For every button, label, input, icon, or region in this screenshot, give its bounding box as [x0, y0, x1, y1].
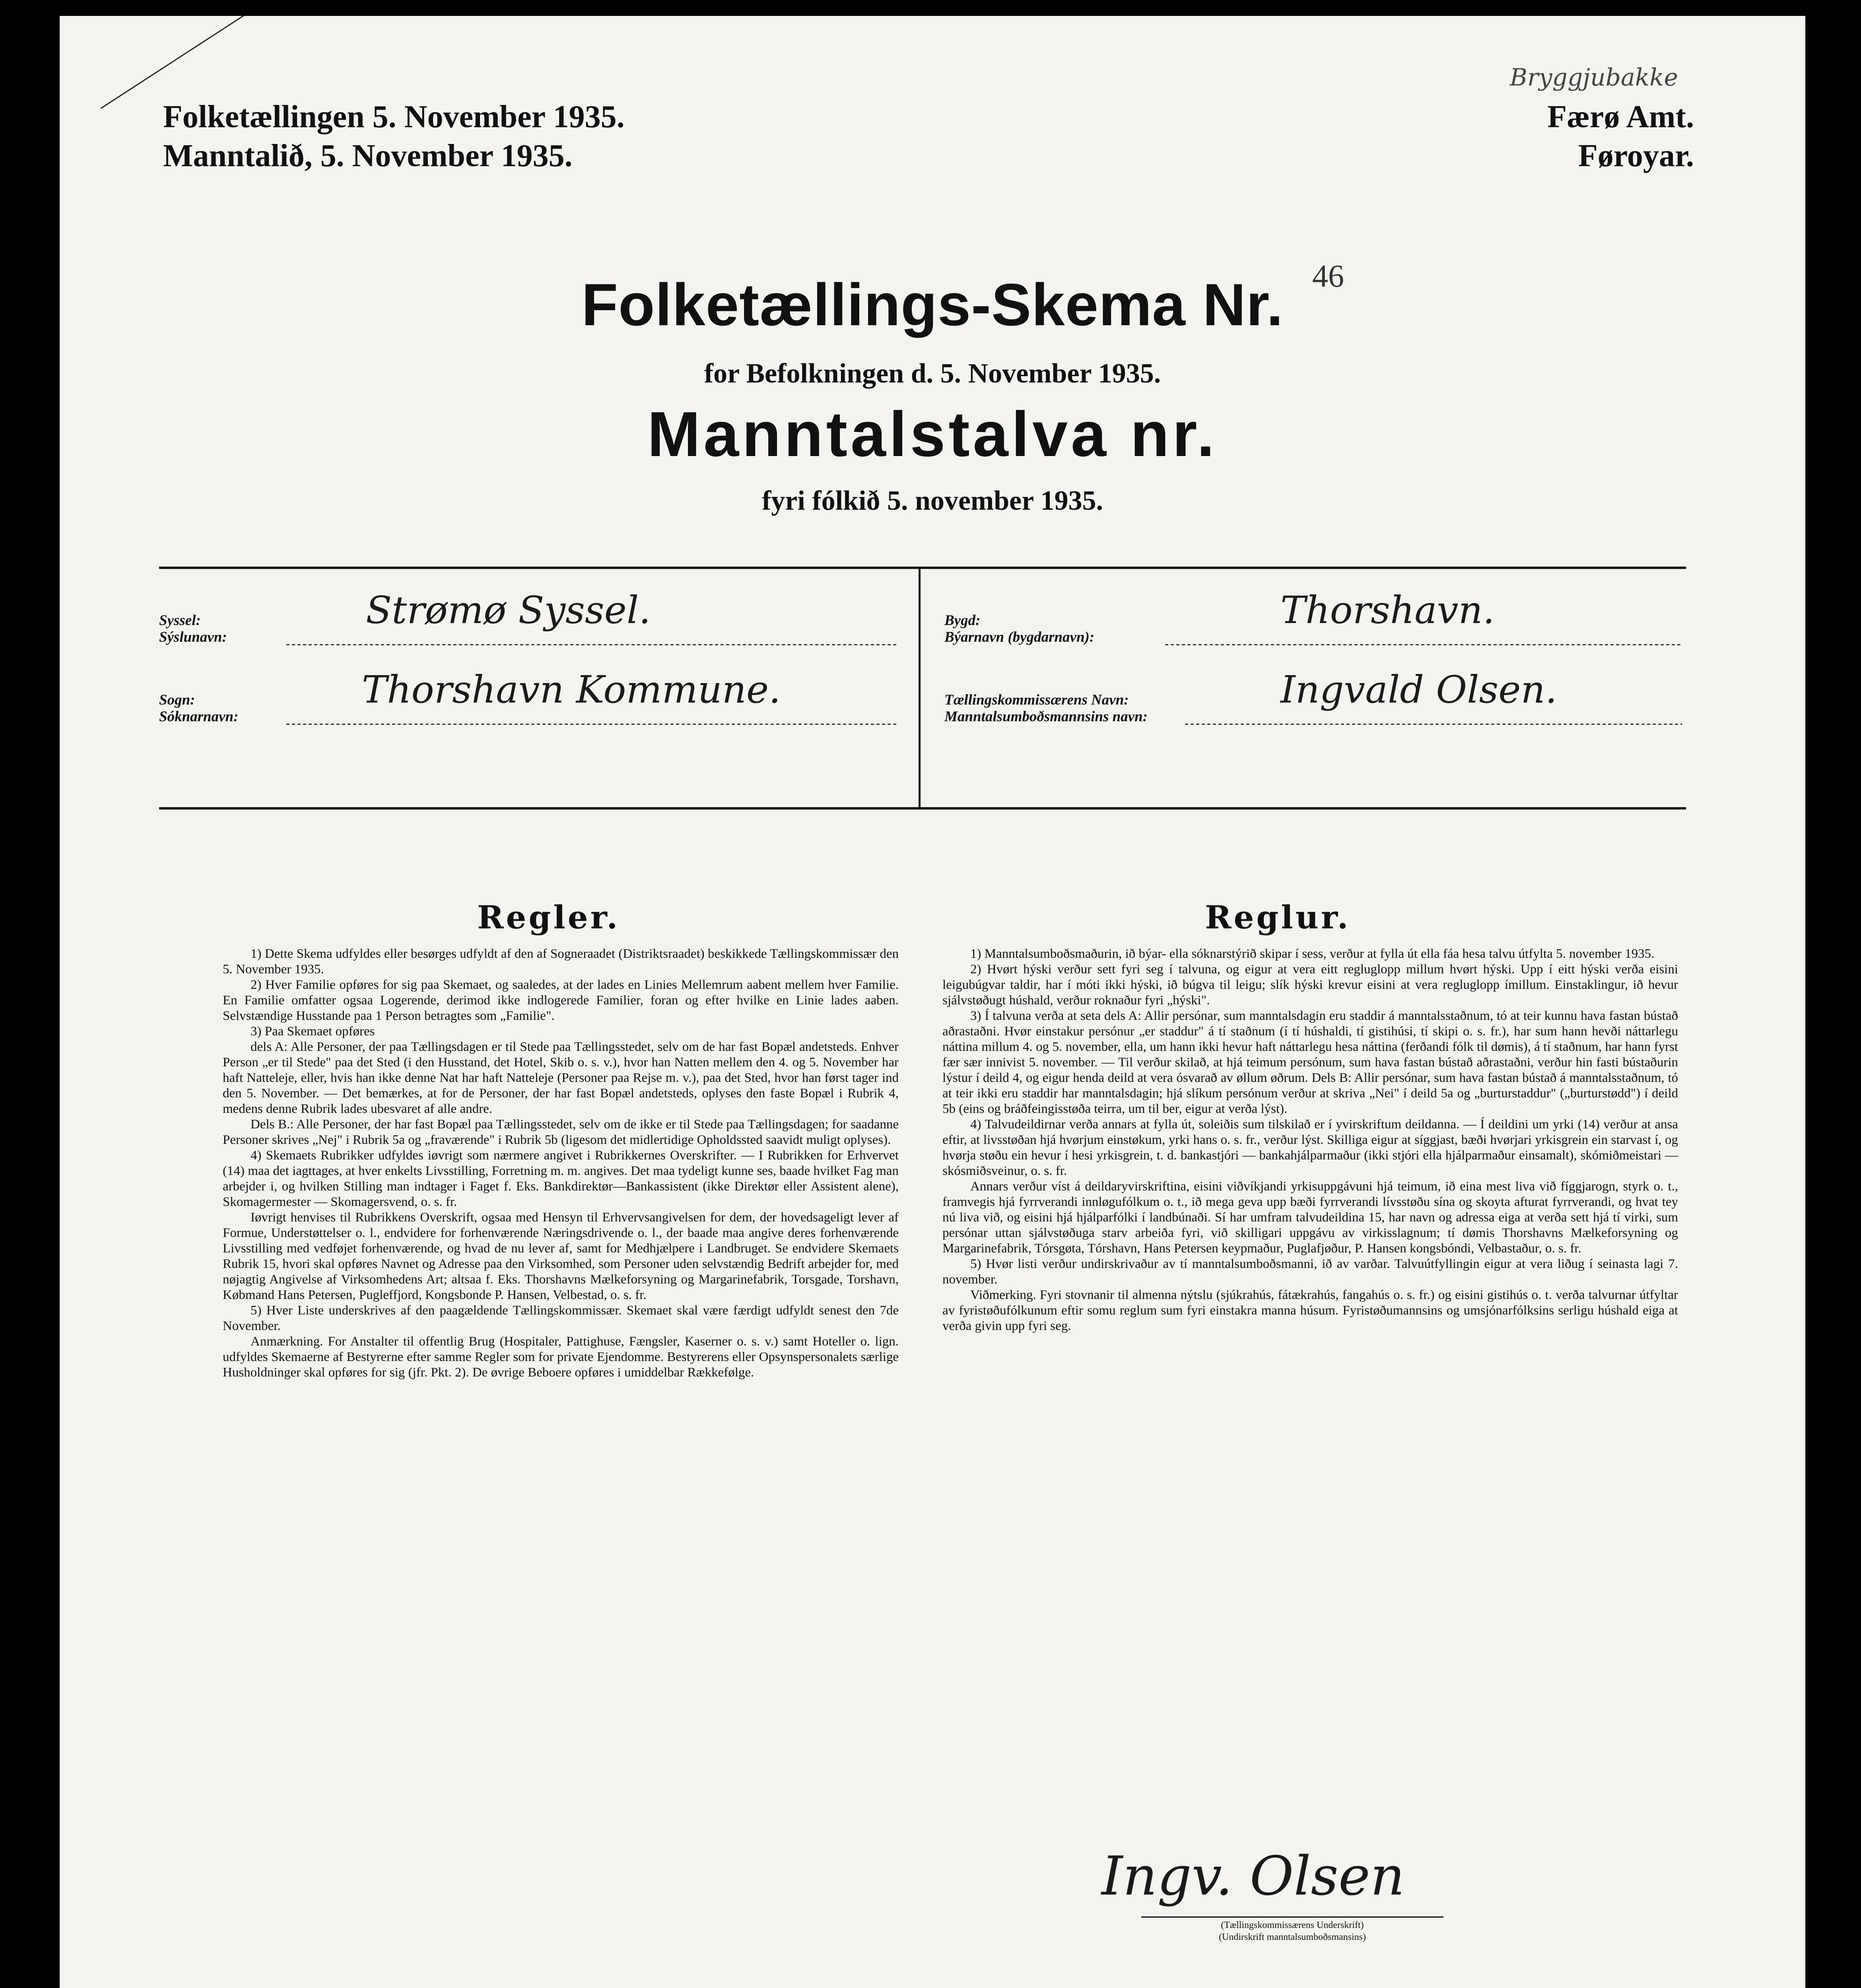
signature: Ingv. Olsen: [1101, 1845, 1405, 1907]
vertical-divider: [919, 569, 921, 807]
regler-paragraph: dels A: Alle Personer, der paa Tællingsdagen er til Stede paa Tællingsstedet, selv om de har fast Bopæl andetsteds. Enhver Person „er til Stede" paa det Sted (i den Husstand, det Hotel, Skib o. s. v.), hvor han Natten mellem den 4. og 5. November har haft Natteleje, eller, hvis han ikke denne Nat har haft Natteleje (Personer paa Rejse m. v.), paa det Sted, hvor han først tager ind den 5. November. — Det bemærkes, at for de Personer, der har fast Bopæl andetsteds, oplyses den faste Bopæl i Rubrik 4, medens denne Rubrik lades ubesvaret af alle andre.: [223, 1040, 899, 1116]
sogn-label-da: Sogn:: [159, 692, 195, 708]
sogn-underline: [286, 724, 899, 725]
header-right-line1: Færø Amt.: [1547, 99, 1694, 134]
reglur-paragraph: Annars verður víst á deildaryvirskriftina, eisini viðvíkjandi yrkisuppgávuni hjá teimum, ið eina mest liva við fíggjarogn, styrk o. t., framvegis hjá fyrrverandi innløgufólkum o. t., ið mega geva upp bæði fyrrverandi lívsstøðu sína og skoyta afturat fyrrverandi, og hvat tey nú liva við, og eisini hjá hjálparfólki í landbúnaði. Sí har umfram talvudeildina 15, har navn og adressa eiga at verða sett hjá tí virki, sum persónar uttan sjálvstøðuga starv arbeiða fyri, við skilligari uppgávu av virkisslagnum; tí dømis Thorshavns Mælkeforsyning og Margarinefabrik, Tórsgøta, Tórshavn, Hans Petersen keypmaður, Puglafjøður, P. Hansen kongsbóndi, Velbastaður, o. s. fr.: [942, 1179, 1678, 1256]
reglur-text: [942, 946, 1678, 1334]
bygd-value: Thorshavn.: [1280, 588, 1495, 632]
reglur-paragraph: Viðmerking. Fyri stovnanir til almenna nýtslu (sjúkrahús, fátækrahús, fangahús o. s. fr.) og eisini gistihús o. t. verða talvurnar útfyltar av fyristøðufólkunum eftir somu reglum sum fyri einstakra manna húsum. Fyristøðumannsins og umsjónarfólksins serligu húshald eiga at verða givin upp fyri seg.: [942, 1288, 1678, 1333]
regler-paragraph: 5) Hver Liste underskrives af den paagældende Tællingskommissær. Skemaet skal være færdigt udfyldt senest den 7de November.: [223, 1303, 899, 1333]
census-form-sheet: [60, 16, 1805, 1988]
bottom-divider: [159, 807, 1686, 810]
regler-heading: Regler.: [477, 899, 620, 936]
kommissaer-label-fo: Manntalsumboðsmannsins navn:: [944, 709, 1148, 725]
reglur-paragraph: 5) Hvør listi verður undirskrivaður av tí manntalsumboðsmanni, ið av varðar. Talvuútfyllingin eigur at vera liðug í seinasta lagi 7. november.: [942, 1257, 1678, 1287]
syssel-underline: [286, 644, 899, 645]
top-divider: [159, 567, 1686, 569]
regler-paragraph: 1) Dette Skema udfyldes eller besørges udfyldt af den af Sogneraadet (Distriktsraadet) beskikkede Tællingskommissær den 5. November 1935.: [223, 947, 899, 977]
syssel-value: Strømø Syssel.: [366, 588, 651, 632]
kommissaer-underline: [1185, 724, 1682, 725]
syssel-label-fo: Sýslunavn:: [159, 629, 227, 645]
header-left: [163, 97, 625, 175]
regler-paragraph: 4) Skemaets Rubrikker udfyldes iøvrigt som nærmere angivet i Rubrikkernes Overskrifter. — I Rubrikken for Erhvervet (14) maa det iagttages, at hver enkelts Livsstilling, Forretning m. m. angives. Det maa tydeligt kunne ses, baade hvilket Fag man arbejder i, og hvilken Stilling man indtager i Faget f. Eks. Bankdirektør—Bankassistent (ikke Direktør eller Assistent alene), Skomagermester — Skomagersvend, o. s. fr.: [223, 1148, 899, 1209]
regler-paragraph: 2) Hver Familie opføres for sig paa Skemaet, og saaledes, at der lades en Linies Mellemrum aabent mellem hver Familie. En Familie omfatter ogsaa Logerende, derimod ikke indlogerede Familier, foran og efter hvilke en Linie lades aaben. Selvstændige Husstande paa 1 Person betragtes som „Familie".: [223, 978, 899, 1023]
regler-paragraph: Anmærkning. For Anstalter til offentlig Brug (Hospitaler, Pattighuse, Fængsler, Kaserner o. s. v.) samt Hoteller o. lign. udfyldes Skemaerne af Bestyrerne efter samme Regler som for private Ejendomme. Bestyrerens eller Opsynspersonalets særlige Husholdninger skal opføres for sig (jfr. Pkt. 2). De øvrige Beboere opføres i umiddelbar Rækkefølge.: [223, 1334, 899, 1380]
kommissaer-label-da: Tællingskommissærens Navn:: [944, 692, 1129, 708]
bygd-label: [944, 612, 1094, 646]
bygd-label-da: Bygd:: [944, 612, 981, 629]
header-right: [1547, 97, 1694, 175]
bygd-label-fo: Býarnavn (bygdarnavn):: [944, 629, 1095, 645]
regler-paragraph: Dels B.: Alle Personer, der har fast Bopæl paa Tællingsstedet, selv om de ikke er til Stede paa Tællingsdagen; for saadanne Personer skrives „Nej" i Rubrik 5a og „fraværende" i Rubrik 5b (ligesom det midlertidige Opholdssted saavidt muligt oplyses).: [223, 1117, 899, 1147]
reglur-paragraph: 1) Manntalsumboðsmaðurin, ið býar- ella sóknarstýrið skipar í sess, verður at fylla út ella fáa hesa talvu útfylta 5. november 1935.: [970, 947, 1655, 961]
regler-paragraph: 3) Paa Skemaet opføres: [251, 1024, 375, 1039]
fold-line: [101, 16, 261, 109]
form-title-faroese: Manntalstalva nr.: [647, 398, 1218, 470]
reglur-paragraph: 3) Í talvuna verða at seta dels A: Allir persónar, sum manntalsdagin eru staddir á manntalsstaðnum, tó at teir kunnu hava fastan bústað aðrastaðni. Hvør einstakur persónur „er staddur" á tí staðnum (í tí húshaldi, tí gistihúsi, tí skipi o. s. fr.), har sum hann hevði náttarlegu náttina millum 4. og 5. november, ella, um hann ikki hevur haft náttarlegu hesa náttina (ferðandi fólk til dømis), á tí staðnum, har hann fyrst fær sær innivist 5. november. — Til verður skilað, at hjá teimum persónum, sum hava fastan bústað aðrastaðni, verður hin fasti bústaðurin lýstur í deild 4, og eigur henda deild at vera ósvarað av øllum øðrum. Dels B: Allir persónar, sum hava fastan bústað á manntalsstaðnum, tó at teir ikki eru staddir har manntalsdagin; hjá slíkum persónum verður at skriva „Nei" í deild 5a og „burturstaddur" („burturstødd") í deild 5b (eins og bráðfeingisstøða teirra, um til ber, eigur at verða lýst).: [942, 1009, 1678, 1116]
sogn-label-fo: Sóknarnavn:: [159, 709, 239, 725]
form-subtitle-danish: for Befolkningen d. 5. November 1935.: [704, 358, 1161, 389]
signature-caption-da: (Tællingskommissærens Underskrift): [1221, 1920, 1364, 1930]
header-left-line1: Folketællingen 5. November 1935.: [163, 99, 625, 134]
skema-number: 46: [1312, 259, 1344, 294]
signature-caption: [1141, 1916, 1443, 1943]
sogn-label: [159, 692, 238, 725]
syssel-label: [159, 612, 227, 646]
form-title: Folketællings-Skema Nr.: [581, 271, 1284, 338]
kommissaer-value: Ingvald Olsen.: [1280, 668, 1557, 712]
bygd-underline: [1165, 644, 1682, 645]
reglur-paragraph: 2) Hvørt hýski verður sett fyri seg í talvuna, og eigur at vera eitt regluglopp millum hvørt hýski. Upp í eitt hýski verða eisini leigubúgvar taldir, har í móti ikki hýski, ið búgva til leigu; slík hýski krevur eisini at vera regluglopp ímillum. Einstaklingur, ið hevur sjálvstøðugt húshald, verður roknaður fyri „hýski".: [942, 962, 1678, 1008]
form-subtitle-faroese: fyri fólkið 5. november 1935.: [761, 485, 1103, 516]
regler-text: [223, 946, 899, 1380]
handwritten-corner-note: Bryggjubakke: [1509, 64, 1678, 91]
header-left-line2: Manntalið, 5. November 1935.: [163, 138, 573, 173]
reglur-paragraph: 4) Talvudeildirnar verða annars at fylla út, soleiðis sum tilskilað er í yvirskriftum deildanna. — Í deildini um yrki (14) verður at ansa eftir, at livsstøðan hjá hvørjum einstøkum, yrki hans o. s. fr., verður lýst. Skilliga eigur at síggjast, bæði hvørjari yrkisgrein ein starvast í, og hvørja støðu ein hevur í hesi yrkisgrein, t. d. bankastjóri — bankahjálparmaður (ikki stjóri ella hjálparmaður einsamalt), skómiðmeistari — skósmiðsveinur, o. s. fr.: [942, 1117, 1678, 1178]
syssel-label-da: Syssel:: [159, 612, 201, 629]
reglur-heading: Reglur.: [1205, 899, 1351, 936]
sogn-value: Thorshavn Kommune.: [362, 668, 781, 712]
header-right-line2: Føroyar.: [1578, 138, 1694, 173]
regler-paragraph: Iøvrigt henvises til Rubrikkens Overskrift, ogsaa med Hensyn til Erhvervsangivelsen for dem, der hovedsageligt lever af Formue, Understøttelser o. l., endvidere for forhenværende Næringsdrivende o. l., der baade maa angive deres forhenværende Livsstilling med vedføjet forhenværende, og hvad de nu lever af, samt for Medhjælpere i Landbruget. Se endvidere Skemaets Rubrik 15, hvori skal opføres Navnet og Adresse paa den Virksomhed, som Personer uden selvstændig Bedrift arbejder for, med nøjagtig Angivelse af Virksomhedens Art; altsaa f. Eks. Thorshavns Mælkeforsyning og Margarinefabrik, Torsgade, Torshavn, Købmand Hans Petersen, Pugleffjord, Kongsbonde P. Hansen, Velbestad, o. s. fr.: [223, 1210, 899, 1302]
kommissaer-label: [944, 692, 1148, 725]
signature-caption-fo: (Undirskrift manntalsumboðsmansins): [1219, 1932, 1366, 1942]
